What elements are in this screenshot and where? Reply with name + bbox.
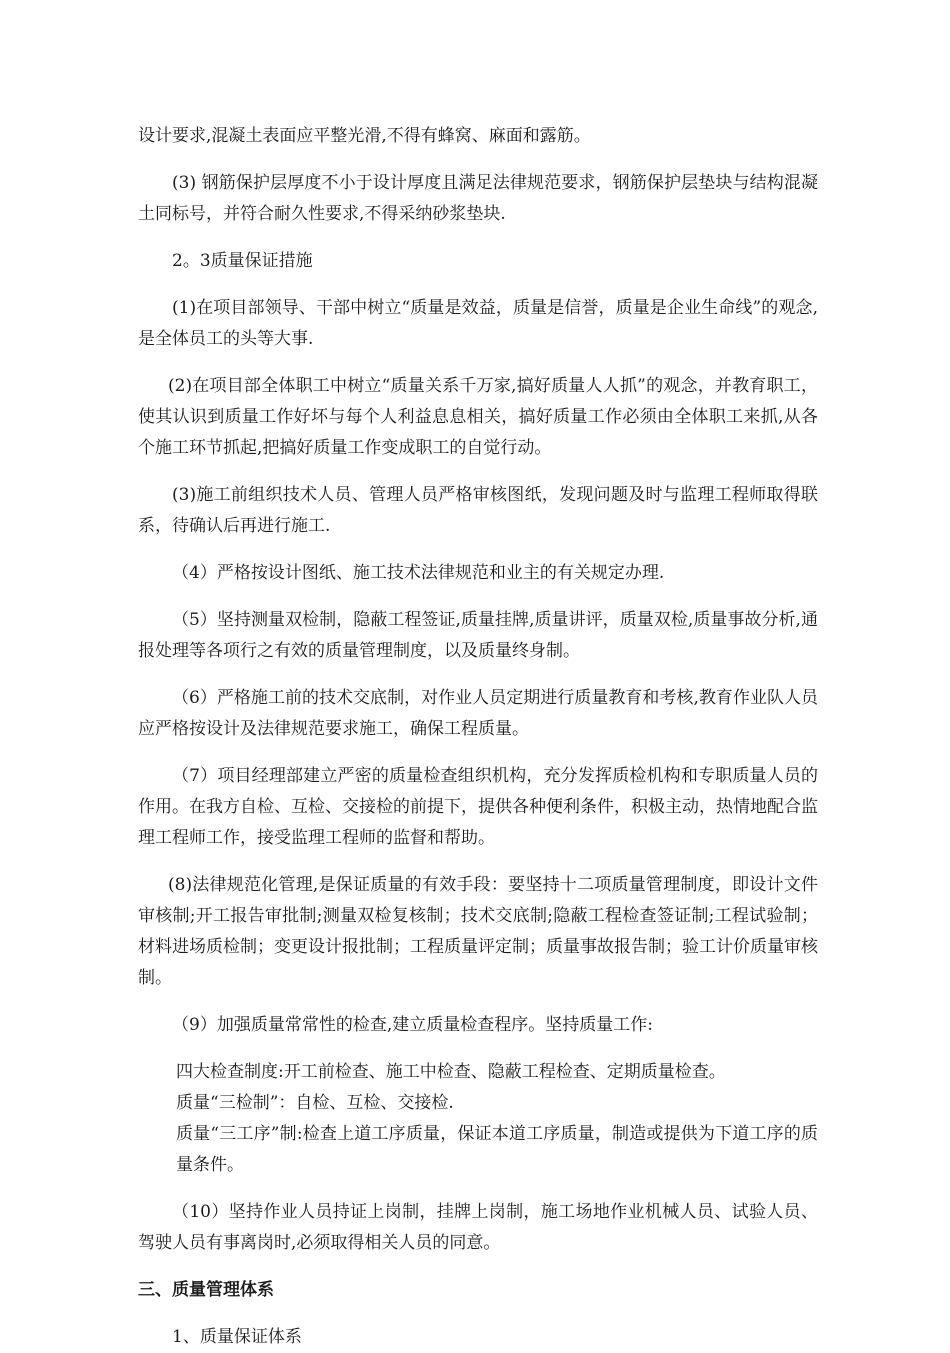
paragraph-measure-2: (2)在项目部全体职工中树立“质量关系千万家,搞好质量人人抓”的观念，并教育职工，使其认识到质量工作好坏与每个人利益息息相关，搞好质量工作必须由全体职工来抓,从各个施工环节抓起,把搞好质量工作变成职工的自觉行动。 — [138, 376, 818, 458]
list-line-four-inspections: 四大检查制度:开工前检查、施工中检查、隐蔽工程检查、定期质量检查。 — [176, 1062, 726, 1082]
paragraph-measure-8: (8)法律规范化管理,是保证质量的有效手段：要坚持十二项质量管理制度，即设计文件审核制;开工报告审批制;测量双检复核制；技术交底制;隐蔽工程检查签证制;工程试验制；材料进场质检制；变更设计报批制；工程质量评定制；质量事故报告制；验工计价质量审核制。 — [138, 875, 818, 988]
subsection-heading: 1、质量保证体系 — [172, 1327, 302, 1347]
paragraph-measure-7: （7）项目经理部建立严密的质量检查组织机构，充分发挥质检机构和专职质量人员的作用。在我方自检、互检、交接检的前提下，提供各种便利条件，积极主动，热情地配合监理工程师工作，接受监理工程师的监督和帮助。 — [138, 766, 818, 848]
paragraph-measure-1: (1)在项目部领导、干部中树立“质量是效益，质量是信誉，质量是企业生命线”的观念,是全体员工的头等大事. — [138, 298, 818, 349]
paragraph-item-3-rebar-cover: (3) 钢筋保护层厚度不小于设计厚度且满足法律规范要求，钢筋保护层垫块与结构混凝土同标号，并符合耐久性要求,不得采纳砂浆垫块. — [138, 173, 818, 224]
paragraph-design-requirements: 设计要求,混凝土表面应平整光滑,不得有蜂窝、麻面和露筋。 — [138, 126, 591, 146]
paragraph-measure-5: （5）坚持测量双检制，隐蔽工程签证,质量挂牌,质量讲评，质量双检,质量事故分析,通报处理等各项行之有效的质量管理制度，以及质量终身制。 — [138, 610, 818, 661]
paragraph-measure-6: （6）严格施工前的技术交底制，对作业人员定期进行质量教育和考核,教育作业队人员应严格按设计及法律规范要求施工，确保工程质量。 — [138, 688, 818, 739]
section-title-2-3: 2。3质量保证措施 — [172, 251, 313, 271]
list-line-three-processes: 质量“三工序”制:检查上道工序质量，保证本道工序质量，制造或提供为下道工序的质量条件。 — [176, 1124, 818, 1175]
list-line-three-checks: 质量“三检制”：自检、互检、交接检. — [176, 1093, 454, 1113]
paragraph-measure-3: (3)施工前组织技术人员、管理人员严格审核图纸，发现问题及时与监理工程师取得联系，待确认后再进行施工. — [138, 485, 818, 536]
paragraph-measure-9: （9）加强质量常常性的检查,建立质量检查程序。坚持质量工作: — [172, 1015, 653, 1035]
paragraph-measure-10: （10）坚持作业人员持证上岗制，挂牌上岗制，施工场地作业机械人员、试验人员、驾驶人员有事离岗时,必须取得相关人员的同意。 — [138, 1202, 818, 1253]
document-body — [138, 121, 818, 1353]
paragraph-measure-4: （4）严格按设计图纸、施工技术法律规范和业主的有关规定办理. — [172, 563, 665, 583]
section-heading: 三、质量管理体系 — [138, 1280, 274, 1300]
